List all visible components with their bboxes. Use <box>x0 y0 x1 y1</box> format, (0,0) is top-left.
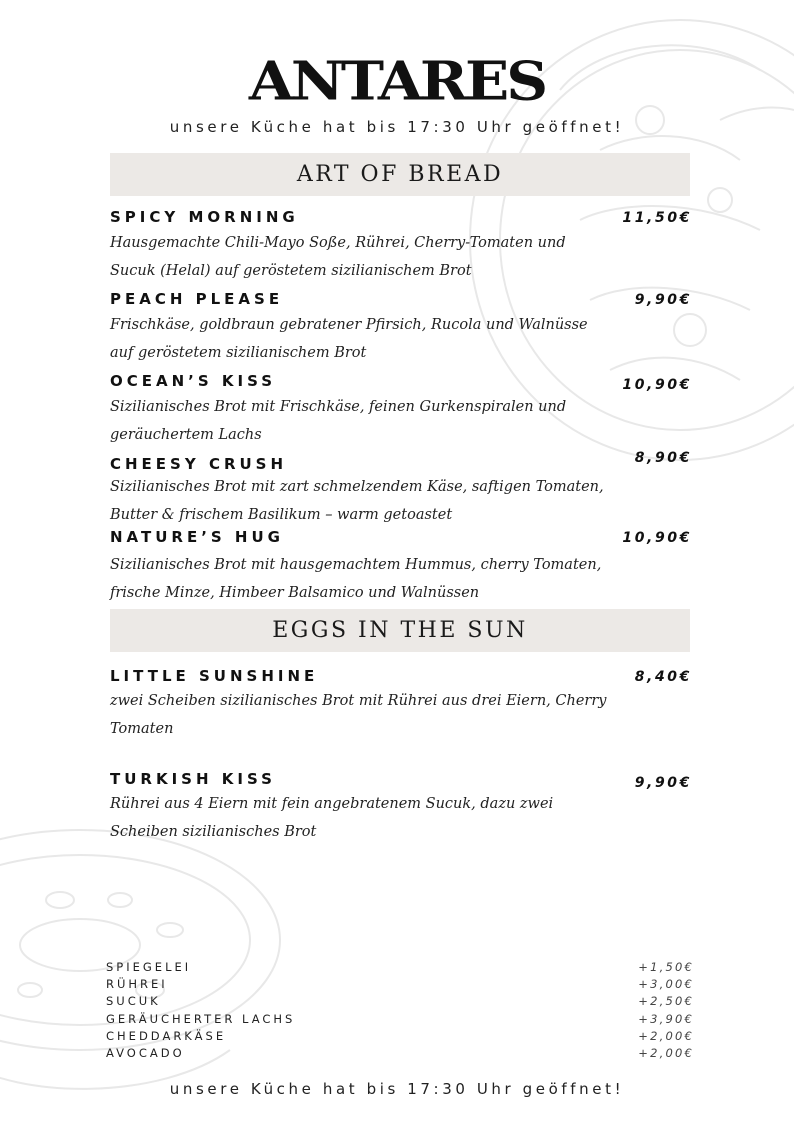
extra-row <box>106 1046 694 1063</box>
section-header-art-of-bread: ART OF BREAD <box>110 153 690 196</box>
item-name: OCEAN’S KISS <box>110 372 277 390</box>
extra-row <box>106 1012 694 1029</box>
item-name: LITTLE SUNSHINE <box>110 667 319 685</box>
extra-row <box>106 1029 694 1046</box>
item-price: 9,90€ <box>634 292 692 308</box>
extra-row <box>106 977 694 994</box>
item-description: Rührei aus 4 Eiern mit fein angebratenem Sucuk, dazu zwei Scheiben sizilianisches Brot <box>110 796 554 840</box>
item-description: Hausgemachte Chili-Mayo Soße, Rührei, Cherry-Tomaten und Sucuk (Helal) auf geröstetem sizilianischem Brot <box>110 235 566 279</box>
item-description: Sizilianisches Brot mit hausgemachtem Hummus, cherry Tomaten, frische Minze, Himbeer Balsamico und Walnüssen <box>110 557 602 601</box>
item-description: zwei Scheiben sizilianisches Brot mit Rührei aus drei Eiern, Cherry Tomaten <box>110 693 607 737</box>
extra-price: +2,00€ <box>638 1028 694 1043</box>
extra-price: +3,90€ <box>638 1011 694 1026</box>
item-name: TURKISH KISS <box>110 770 276 788</box>
item-price: 8,40€ <box>634 669 692 685</box>
opening-hours-note-top: unsere Küche hat bis 17:30 Uhr geöffnet! <box>169 118 625 136</box>
extra-row <box>106 994 694 1011</box>
section-header-eggs-in-the-sun: EGGS IN THE SUN <box>110 609 690 652</box>
item-description: Sizilianisches Brot mit zart schmelzendem Käse, saftigen Tomaten, Butter & frischem Basilikum – warm getoastet <box>110 479 604 523</box>
extra-name: SPIEGELEI <box>106 960 192 974</box>
item-name: SPICY MORNING <box>110 208 299 226</box>
extra-name: SUCUK <box>106 994 161 1009</box>
extra-price: +2,00€ <box>638 1045 694 1060</box>
item-description: Frischkäse, goldbraun gebratener Pfirsich, Rucola und Walnüsse auf geröstetem sizilianischem Brot <box>110 317 588 361</box>
extra-price: +2,50€ <box>638 994 694 1009</box>
item-price: 10,90€ <box>622 377 692 393</box>
extra-row <box>106 960 694 977</box>
item-price: 10,90€ <box>622 530 692 546</box>
extra-name: RÜHREI <box>106 977 168 992</box>
item-name: NATURE’S HUG <box>110 528 284 546</box>
opening-hours-note-bottom: unsere Küche hat bis 17:30 Uhr geöffnet! <box>169 1080 625 1098</box>
extra-name: AVOCADO <box>106 1045 185 1060</box>
item-price: 8,90€ <box>634 450 692 466</box>
extra-name: CHEDDARKÄSE <box>106 1028 227 1043</box>
brand-logo: ANTARES <box>248 49 546 113</box>
extra-price: +3,00€ <box>638 977 694 992</box>
item-name: CHEESY CRUSH <box>110 455 288 473</box>
item-description: Sizilianisches Brot mit Frischkäse, feinen Gurkenspiralen und geräuchertem Lachs <box>110 399 567 443</box>
item-price: 11,50€ <box>622 210 692 226</box>
extra-price: +1,50€ <box>638 960 694 974</box>
extra-name: GERÄUCHERTER LACHS <box>106 1011 296 1026</box>
item-price: 9,90€ <box>634 775 692 791</box>
extras-list <box>106 960 694 1063</box>
item-name: PEACH PLEASE <box>110 290 284 308</box>
